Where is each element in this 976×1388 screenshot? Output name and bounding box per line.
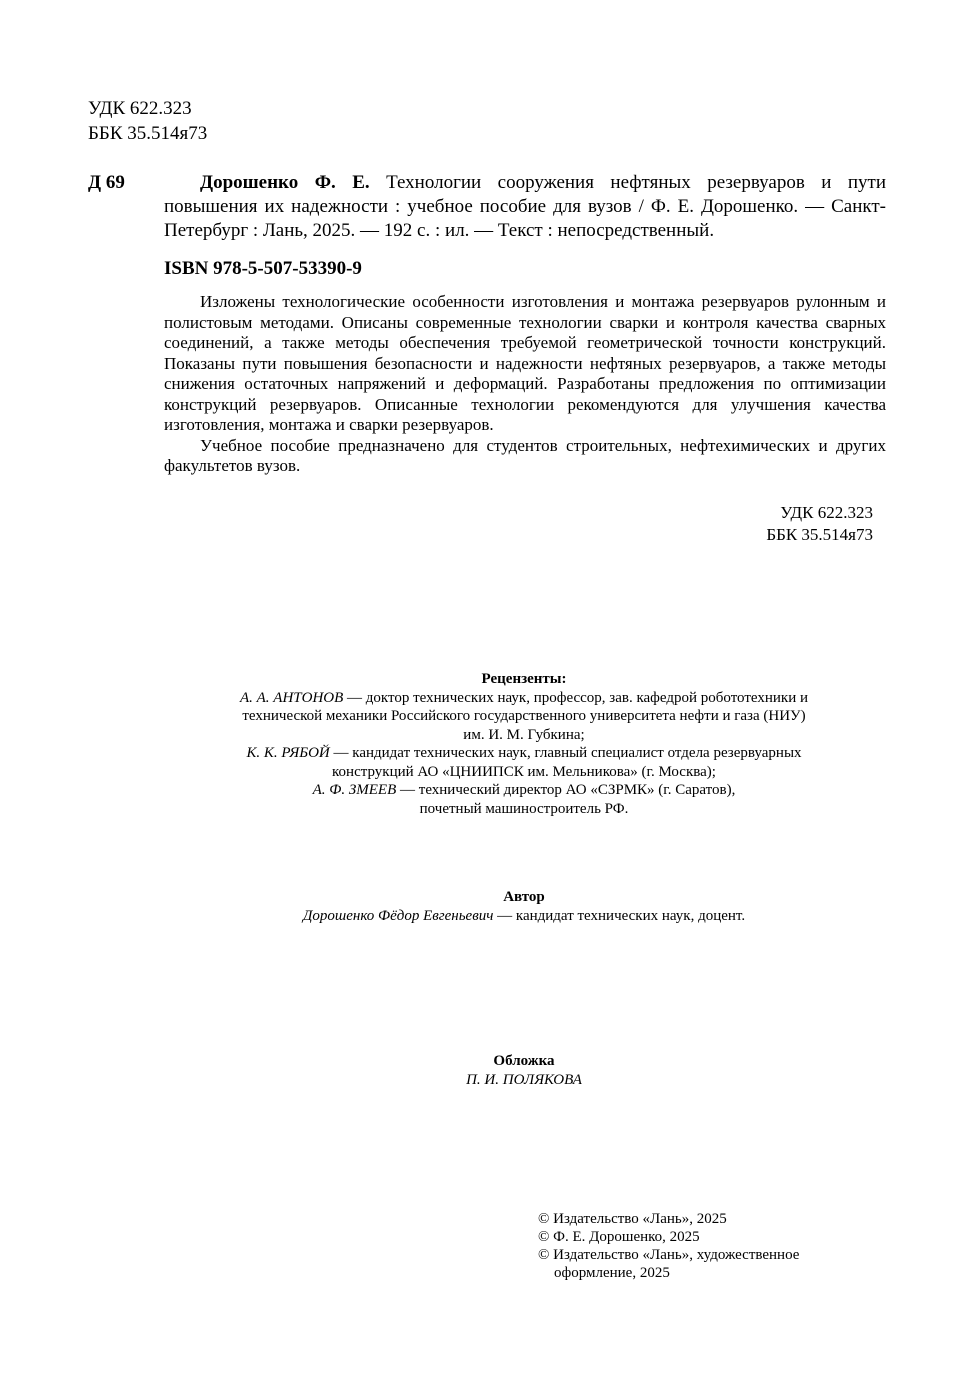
udk-code: УДК 622.323 — [88, 98, 192, 119]
reviewer-3-line-1: — технический директор АО «СЗРМК» (г. Саратов), — [396, 782, 736, 798]
cover-artist — [150, 1071, 898, 1090]
copyright-line-1: © Издательство «Лань», 2025 — [538, 1211, 727, 1227]
author-sign: Д 69 — [88, 172, 125, 193]
reviewer-1-line-1: — доктор технических наук, профессор, зав. кафедрой робототехники и — [343, 689, 809, 706]
author-description: — кандидат технических наук, доцент. — [493, 907, 746, 924]
bibliographic-description: Технологии сооружения нефтяных резервуаров и пути повышения их надежности : учебное пособие для вузов / Ф. Е. Дорошенко. — Санкт-Петербург : Лань, 2025. — 192 с. : ил. — Текст : непосредственный. — [164, 172, 887, 241]
abstract-paragraph-2: Учебное пособие предназначено для студентов строительных, нефтехимических и других факультетов вузов. — [164, 435, 886, 475]
author-line — [150, 907, 898, 926]
reviewer-1-line-3: им. И. М. Губкина; — [463, 726, 585, 743]
reviewers-section — [150, 670, 898, 818]
author-full-name: Дорошенко Фёдор Евгеньевич — [302, 907, 494, 924]
copyright-line-3: © Издательство «Лань», художественное — [538, 1247, 800, 1263]
reviewer-3-line-2: почетный машиностроитель РФ. — [419, 800, 629, 817]
author-section — [150, 888, 898, 925]
udk-code-right: УДК 622.323 — [780, 503, 873, 522]
reviewer-2-name: К. К. РЯБОЙ — [246, 745, 330, 761]
author-heading: Автор — [503, 889, 545, 905]
cover-artist-name: П. И. ПОЛЯКОВА — [466, 1071, 582, 1088]
bbk-code-right: ББК 35.514я73 — [766, 525, 873, 544]
abstract — [164, 292, 886, 477]
bbk-code: ББК 35.514я73 — [88, 123, 208, 144]
copyright-line-2: © Ф. Е. Дорошенко, 2025 — [538, 1229, 700, 1245]
reviewer-1 — [150, 689, 898, 708]
reviewer-2 — [150, 744, 898, 763]
reviewer-3 — [150, 781, 898, 800]
cover-heading: Обложка — [493, 1053, 555, 1069]
cover-section — [150, 1052, 898, 1089]
copyright-block — [538, 1210, 848, 1282]
top-classification — [88, 96, 207, 146]
reviewer-3-name: А. Ф. ЗМЕЕВ — [312, 782, 397, 798]
classification-right — [700, 502, 873, 546]
bibliographic-record — [164, 171, 886, 243]
reviewer-2-line-1: — кандидат технических наук, главный специалист отдела резервуарных — [329, 745, 802, 761]
isbn: ISBN 978-5-507-53390-9 — [164, 258, 362, 279]
abstract-paragraph-1: Изложены технологические особенности изготовления и монтажа резервуаров рулонным и полистовым методами. Описаны современные технологии сварки и контроля качества сварных соединений, а также методы обеспечения требуемой геометрической точности конструкций. Показаны пути повышения безопасности и надежности нефтяных резервуаров, а также методы снижения остаточных напряжений и деформаций. Разработаны предложения по оптимизации конструкций резервуаров. Описанные технологии рекомендуются для улучшения качества изготовления, монтажа и сварки резервуаров. — [164, 292, 886, 434]
reviewers-heading: Рецензенты: — [481, 671, 567, 687]
reviewer-1-name: А. А. АНТОНОВ — [239, 689, 344, 706]
reviewer-2-line-2: конструкций АО «ЦНИИПСК им. Мельникова» (г. Москва); — [332, 763, 716, 780]
copyright-line-4: оформление, 2025 — [554, 1265, 670, 1281]
author-name: Дорошенко Ф. Е. — [200, 172, 370, 193]
reviewer-1-line-2: технической механики Российского государственного университета нефти и газа (НИУ) — [242, 708, 806, 724]
